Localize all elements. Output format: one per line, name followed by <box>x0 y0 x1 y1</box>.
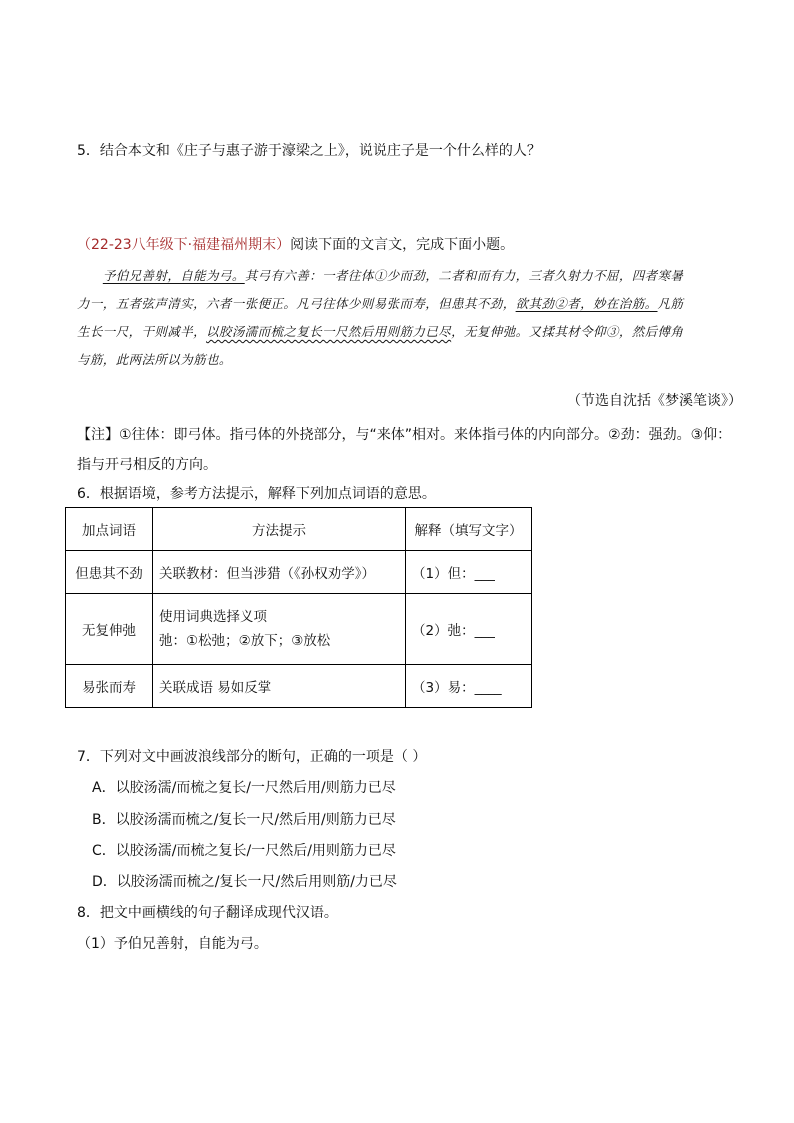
question-5: 5．结合本文和《庄子与惠子游于濠梁之上》，说说庄子是一个什么样的人？ <box>77 143 541 159</box>
table-cell-hint: 关联教材：但当涉猎（《孙权劝学》） <box>153 551 406 594</box>
passage-source: （节选自沈括《梦溪笔谈》） <box>567 393 742 409</box>
passage-text: ，无复伸弛。又揉其材令仰③，然后傅角 <box>451 324 684 339</box>
passage-line-2 <box>77 290 745 318</box>
table-cell-answer[interactable]: （2）弛：___ <box>406 594 532 665</box>
option-b[interactable]: B．以胶汤濡而梳之/复长一尺/然后用/则筋力已尽 <box>92 812 396 828</box>
table-cell-hint <box>153 594 406 665</box>
table-row <box>66 594 532 665</box>
passage-intro <box>77 235 514 255</box>
table-cell-word: 但患其不劲 <box>66 551 153 594</box>
table-header: 解释（填写文字） <box>406 508 532 551</box>
option-a[interactable]: A．以胶汤濡/而梳之复长/一尺然后用/则筋力已尽 <box>92 780 396 796</box>
table-cell-hint: 关联成语 易如反掌 <box>153 665 406 708</box>
passage-line-4: 与筋，此两法所以为筋也。 <box>77 352 232 367</box>
passage-line-1 <box>77 262 745 290</box>
source-tag: （22-23八年级下·福建福州期末） <box>77 237 291 253</box>
hint-line: 使用词典选择义项 <box>159 609 267 625</box>
table-header-row <box>66 508 532 551</box>
passage-text: 力一，五者弦声清实，六者一张便正。凡弓往体少则易张而寿，但患其不劲， <box>77 296 516 311</box>
vocab-table <box>65 507 532 708</box>
passage-line-3 <box>77 318 745 346</box>
option-c[interactable]: C．以胶汤濡/而梳之复长/一尺然后/用则筋力已尽 <box>92 843 396 859</box>
option-d[interactable]: D．以胶汤濡而梳之/复长一尺/然后用则筋/力已尽 <box>92 874 397 890</box>
table-header: 加点词语 <box>66 508 153 551</box>
table-row <box>66 665 532 708</box>
question-6: 6．根据语境，参考方法提示，解释下列加点词语的意思。 <box>77 486 436 502</box>
table-cell-word: 易张而寿 <box>66 665 153 708</box>
table-row <box>66 551 532 594</box>
table-cell-word: 无复伸弛 <box>66 594 153 665</box>
question-8: 8．把文中画横线的句子翻译成现代汉语。 <box>77 905 338 921</box>
underlined-sentence-1: 予伯兄善射，自能为弓。 <box>102 268 245 283</box>
question-7: 7．下列对文中画波浪线部分的断句，正确的一项是（ ） <box>77 749 427 765</box>
wavy-underlined-sentence: 以胶汤濡而梳之复长一尺然后用则筋力已尽 <box>206 324 452 339</box>
classical-passage <box>77 262 745 374</box>
table-header: 方法提示 <box>153 508 406 551</box>
passage-text: 其弓有六善：一者往体①少而劲，二者和而有力，三者久射力不屈，四者寒暑 <box>244 268 684 283</box>
passage-text: 生长一尺，干则减半， <box>77 324 207 339</box>
table-cell-answer[interactable]: （1）但：___ <box>406 551 532 594</box>
question-8-sub-1: （1）予伯兄善射，自能为弓。 <box>77 936 268 952</box>
annotation-note: 【注】①往体：即弓体。指弓体的外挠部分，与“来体”相对。来体指弓体的内向部分。②劲：强劲。③仰：指与开弓相反的方向。 <box>77 427 732 473</box>
table-cell-answer[interactable]: （3）易：____ <box>406 665 532 708</box>
hint-line: 弛：①松弛；②放下；③放松 <box>159 633 331 649</box>
passage-text: 凡筋 <box>657 296 684 311</box>
underlined-sentence-2: 欲其劲②者，妙在治筋。 <box>515 296 658 311</box>
intro-text: 阅读下面的文言文，完成下面小题。 <box>290 237 515 253</box>
